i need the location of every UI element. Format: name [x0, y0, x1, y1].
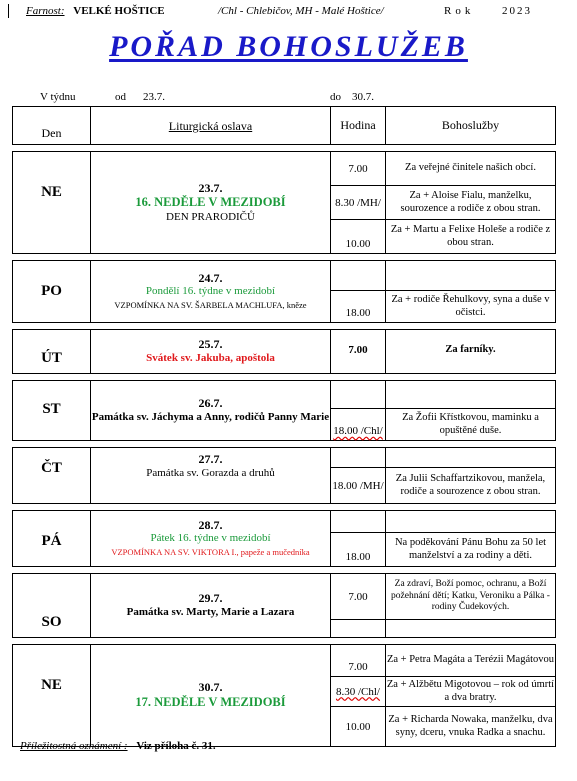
mass-intent: Za Žofii Křístkovou, maminku a opuštěné duše.	[386, 409, 556, 441]
mass-hour: 8.30 /Chl/	[335, 685, 380, 698]
parish-name: VELKÉ HOŠTICE	[73, 5, 165, 17]
footer-label: Příležitostná oznámení :	[20, 740, 128, 752]
col-oslava: Liturgická oslava	[168, 119, 253, 133]
mass-intent: Za + Martu a Felixe Holeše a rodiče z obou stran.	[386, 220, 556, 254]
mass-intent: Za zdraví, Boží pomoc, ochranu, a Boží požehnání dětí; Katku, Veroniku a Pálka - rodiny Čudekových.	[386, 574, 556, 620]
feast-cell	[91, 448, 331, 504]
mass-hour: 10.00	[331, 707, 386, 747]
day-row-thursday	[13, 448, 556, 468]
mass-hour	[331, 448, 386, 468]
day-name: SO	[13, 574, 91, 638]
year-label: Rok	[444, 5, 475, 17]
feast-cell	[91, 261, 331, 323]
footer-note	[20, 740, 216, 752]
day-name: ÚT	[13, 330, 91, 374]
mass-hour: 8.30 /MH/	[331, 186, 386, 220]
parish-header	[8, 4, 569, 20]
mass-hour: 7.00	[331, 330, 386, 374]
day-name: ST	[13, 381, 91, 441]
mass-hour	[331, 620, 386, 638]
mass-intent: Za farníky.	[386, 330, 556, 374]
day-row-sunday-30	[13, 645, 556, 677]
mass-intent	[386, 261, 556, 291]
feast-date: 27.7.	[198, 452, 223, 466]
mass-intent	[386, 381, 556, 409]
mass-intent: Za Julii Schaffartzikovou, manžela, rodiče a sourozence z obou stran.	[386, 468, 556, 504]
mass-hour: 10.00	[331, 220, 386, 254]
feast-sub: VZPOMÍNKA NA SV. ŠARBELA MACHLUFA, kněze	[114, 299, 307, 310]
feast-name: Pátek 16. týdne v mezidobí	[150, 532, 271, 545]
feast-name: Památka sv. Marty, Marie a Lazara	[126, 606, 295, 619]
mass-hour	[331, 381, 386, 409]
week-from: 23.7.	[143, 91, 165, 103]
feast-date: 25.7.	[198, 337, 223, 352]
footer-text: Viz příloha č. 31.	[136, 740, 216, 752]
day-row-wednesday	[13, 381, 556, 409]
day-row-sunday-23	[13, 152, 556, 186]
feast-name: Pondělí 16. týdne v mezidobí	[145, 285, 276, 298]
feast-date: 28.7.	[198, 517, 223, 532]
feast-name: Svátek sv. Jakuba, apoštola	[146, 352, 275, 365]
feast-cell	[91, 381, 331, 441]
header-divider	[8, 4, 9, 18]
mass-hour: 7.00	[331, 574, 386, 620]
mass-hour: 18.00 /MH/	[331, 468, 386, 504]
week-label: V týdnu	[40, 91, 76, 103]
feast-cell	[91, 645, 331, 747]
day-name: PÁ	[13, 511, 91, 567]
feast-date: 29.7.	[198, 591, 223, 606]
week-to: 30.7.	[352, 91, 374, 103]
mass-intent: Za + Petra Magáta a Terézii Magátovou	[386, 645, 556, 677]
feast-date: 30.7.	[198, 680, 223, 695]
mass-hour: 7.00	[331, 152, 386, 186]
feast-cell	[91, 152, 331, 254]
mass-intent: Na poděkování Pánu Bohu za 50 let manželství a za rodiny a děti.	[386, 533, 556, 567]
mass-intent	[386, 448, 556, 468]
table-header-row	[13, 107, 556, 145]
day-row-saturday	[13, 574, 556, 620]
feast-name: 16. NEDĚLE V MEZIDOBÍ	[135, 195, 286, 210]
day-row-tuesday	[13, 330, 556, 374]
parish-label: Farnost:	[26, 5, 65, 17]
feast-date: 23.7.	[198, 180, 223, 195]
mass-intent: Za + Alžbětu Migotovou – rok od úmrtí a dva bratry.	[386, 677, 556, 707]
day-row-monday	[13, 261, 556, 291]
col-bohosluzby: Bohoslužby	[386, 107, 556, 145]
mass-intent: Za + rodiče Řehulkovy, syna a duše v očistci.	[386, 291, 556, 323]
feast-name: Památka sv. Jáchyma a Anny, rodičů Panny Marie	[91, 411, 330, 424]
mass-intent	[386, 620, 556, 638]
day-name: NE	[13, 645, 91, 747]
day-name: ČT	[13, 448, 91, 504]
mass-intent: Za + Richarda Nowaka, manželku, dva syny, dceru, vnuka Radka a snachu.	[386, 707, 556, 747]
feast-date: 24.7.	[198, 270, 223, 285]
mass-hour	[331, 261, 386, 291]
mass-hour: 18.00 /Chl/	[333, 425, 383, 437]
mass-intent: Za veřejné činitele našich obcí.	[386, 152, 556, 186]
year-value: 2023	[502, 5, 532, 17]
day-row-friday	[13, 511, 556, 533]
feast-sub: VZPOMÍNKA NA SV. VIKTORA I., papeže a mučedníka	[111, 546, 310, 557]
week-range	[0, 91, 577, 105]
col-hodina: Hodina	[331, 107, 386, 145]
mass-intent	[386, 511, 556, 533]
day-name: NE	[13, 152, 91, 254]
mass-hour	[331, 511, 386, 533]
mass-hour: 18.00	[331, 533, 386, 567]
week-to-label: do	[330, 91, 341, 103]
feast-name: Památka sv. Gorazda a druhů	[146, 466, 275, 479]
feast-cell	[91, 574, 331, 638]
page-title: POŘAD BOHOSLUŽEB	[109, 30, 468, 63]
day-name: PO	[13, 261, 91, 323]
week-from-label: od	[115, 91, 126, 103]
feast-cell	[91, 330, 331, 374]
col-den: Den	[13, 107, 91, 145]
feast-cell	[91, 511, 331, 567]
schedule-table	[12, 106, 556, 747]
feast-sub: DEN PRARODIČŮ	[166, 210, 255, 223]
mass-hour: 18.00	[331, 291, 386, 323]
feast-name: 17. NEDĚLE V MEZIDOBÍ	[135, 695, 286, 710]
feast-date: 26.7.	[198, 396, 223, 411]
mass-hour: 7.00	[331, 645, 386, 677]
parish-parts: /Chl - Chlebičov, MH - Malé Hoštice/	[218, 5, 384, 17]
mass-intent: Za + Aloise Fialu, manželku, sourozence a rodiče z obou stran.	[386, 186, 556, 220]
